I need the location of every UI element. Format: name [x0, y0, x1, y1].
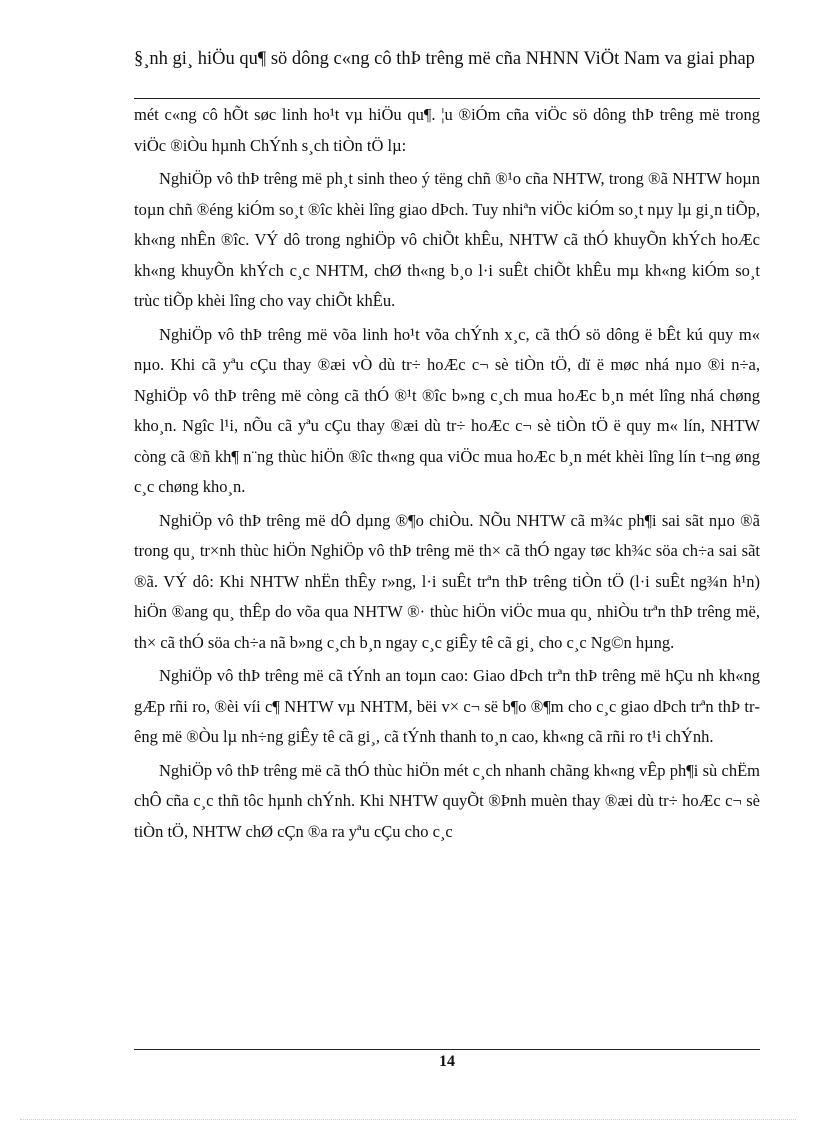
paragraph: NghiÖp vô thÞ trêng më dÔ dµng ®¶o chiÒu. NÕu NHTW cã m¾c ph¶i sai sãt nµo ®ã trong qu¸ tr×nh thùc hiÖn NghiÖp vô thÞ trêng më th× cã thÓ ngay tøc kh¾c söa ch÷a sai sãt ®ã. VÝ dô: Khi NHTW nhËn thÊy r»ng, l·i suÊt trªn thÞ trêng tiÒn tÖ (l·i suÊt ng¾n h¹n) hiÖn ®ang qu¸ thÊp do võa qua NHTW ®· thùc hiÖn viÖc mua qu¸ nhiÒu trªn thÞ trêng më, th× cã thÓ söa ch÷a nã b»ng c¸ch b¸n ngay c¸c giÊy tê cã gi¸ cho c¸c Ng©n hµng.: [134, 510, 760, 652]
paragraph-continuation: mét c«ng cô hÕt søc linh ho¹t vµ hiÖu qu¶. ¦u ®iÓm cña viÖc sö dông thÞ trêng më trong viÖc ®iÒu hµnh ChÝnh s¸ch tiÒn tÖ lµ:: [134, 105, 760, 155]
page-header-title: §¸nh gi¸ hiÖu qu¶ sö dông c«ng cô thÞ trêng më cña NHNN ViÖt Nam va giai phap: [134, 49, 755, 69]
header-divider: [134, 98, 760, 99]
page-number: 14: [439, 1053, 455, 1070]
document-body: [134, 100, 760, 850]
paragraph: NghiÖp vô thÞ trêng më võa linh ho¹t võa chÝnh x¸c, cã thÓ sö dông ë bÊt kú quy m« nµo. Khi cã yªu cÇu thay ®æi vÒ dù tr÷ hoÆc c¬ sè tiÒn tÖ, dï ë møc nhá nµo ®i n÷a, NghiÖp vô thÞ trêng më còng cã thÓ ®¹t ®îc b»ng c¸ch mua hoÆc b¸n mét lîng nhá chøng kho¸n. Ngîc l¹i, nÕu cã yªu cÇu thay ®æi dù tr÷ hoÆc c¬ sè tiÒn tÖ ë quy m« lín, NHTW còng cã ®ñ kh¶ n¨ng thùc hiÖn ®îc th«ng qua viÖc mua hoÆc b¸n mét khèi lîng lín t¬ng øng c¸c chøng kho¸n.: [134, 324, 760, 496]
paragraph: NghiÖp vô thÞ trêng më cã thÓ thùc hiÖn mét c¸ch nhanh chãng kh«ng vÊp ph¶i sù chËm chÔ cña c¸c thñ tôc hµnh chÝnh. Khi NHTW quyÕt ®Þnh muèn thay ®æi dù tr÷ hoÆc c¬ sè tiÒn tÖ, NHTW chØ cÇn ®a ra yªu cÇu cho c¸c: [134, 760, 760, 841]
page-bottom-border: [20, 1119, 796, 1120]
paragraph: NghiÖp vô thÞ trêng më ph¸t sinh theo ý tëng chñ ®¹o cña NHTW, trong ®ã NHTW hoµn toµn chñ ®éng kiÓm so¸t ®îc khèi lîng giao dÞch. Tuy nhiªn viÖc kiÓm so¸t nµy lµ gi¸n tiÕp, kh«ng nhÊn ®îc. VÝ dô trong nghiÖp vô chiÕt khÊu, NHTW cã thÓ khuyÕn khÝch hoÆc kh«ng khuyÕn khÝch c¸c NHTM, chØ th«ng b¸o l·i suÊt chiÕt khÊu mµ kh«ng kiÓm so¸t trùc tiÕp khèi lîng cho vay chiÕt khÊu.: [134, 169, 760, 310]
footer-divider: [134, 1049, 760, 1050]
paragraph: NghiÖp vô thÞ trêng më cã tÝnh an toµn cao: Giao dÞch trªn thÞ trêng më hÇu nh kh«ng gÆp rñi ro, ®èi víi c¶ NHTW vµ NHTM, bëi v× c¬ së b¶o ®¶m cho c¸c giao dÞch trªn thÞ trêng më ®Òu lµ nh÷ng giÊy tê cã gi¸, cã tÝnh thanh to¸n cao, kh«ng cã rñi ro t¹i chÝnh.: [134, 666, 760, 746]
